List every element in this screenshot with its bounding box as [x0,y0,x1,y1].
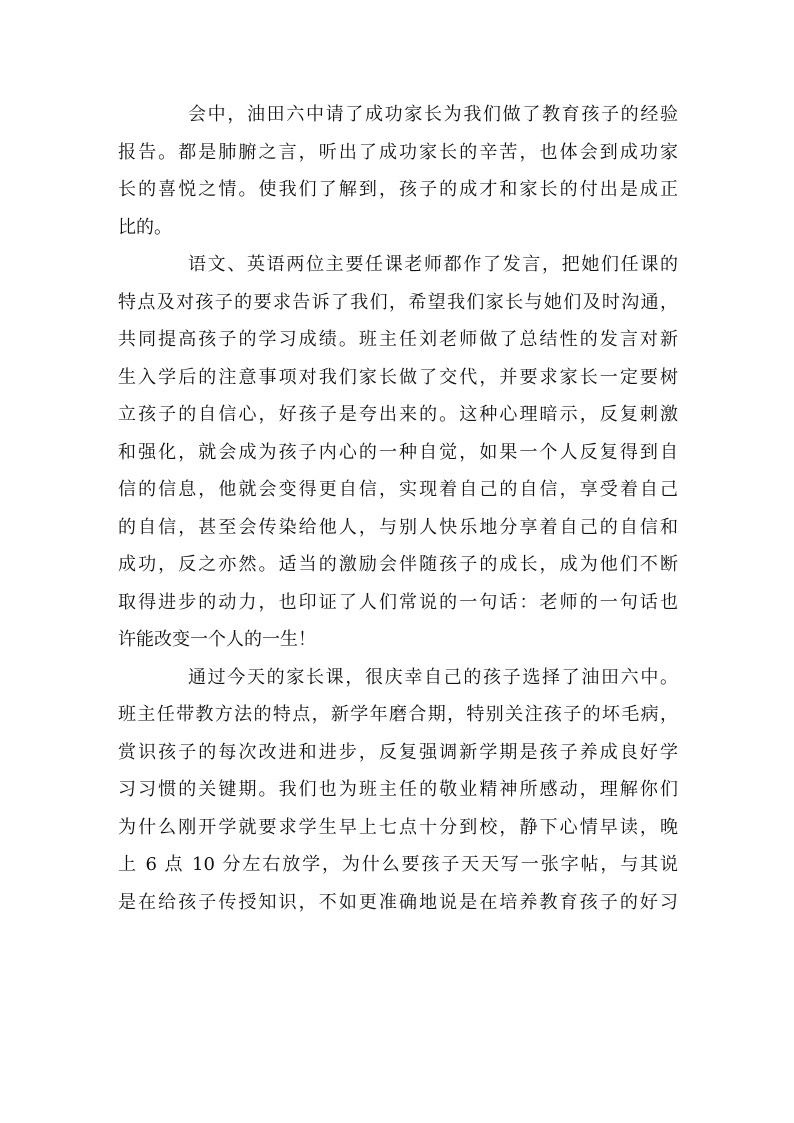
paragraph-2-line-11: 许能改变一个人的一生！ [118,629,316,650]
paragraph-3-line-6: 上 6 点 10 分左右放学，为什么要孩子天天写一张字帖，与其说 [118,854,678,875]
paragraph-3-line-5: 为什么刚开学就要求学生早上七点十分到校，静下心情早读，晚 [118,816,678,838]
paragraph-2-line-3: 共同提高孩子的学习成绩。班主任刘老师做了总结性的发言对新 [118,329,678,350]
paragraph-2-line-1: 语文、英语两位主要任课老师都作了发言，把她们任课的 [188,254,678,275]
paragraph-2-line-5: 立孩子的自信心，好孩子是夸出来的。这种心理暗示，反复刺激 [118,404,678,425]
paragraph-2-line-6: 和强化，就会成为孩子内心的一种自觉，如果一个人反复得到自 [118,441,678,463]
paragraph-2-line-8: 的自信，甚至会传染给他人，与别人快乐地分享着自己的自信和 [118,516,678,538]
paragraph-1-line-2: 报告。都是肺腑之言，听出了成功家长的辛苦，也体会到成功家 [118,141,678,163]
paragraph-2-line-4: 生入学后的注意事项对我们家长做了交代，并要求家长一定要树 [118,366,678,388]
paragraph-3-line-2: 班主任带教方法的特点，新学年磨合期，特别关注孩子的坏毛病， [118,704,678,725]
paragraph-2-line-2: 特点及对孩子的要求告诉了我们，希望我们家长与她们及时沟通， [118,291,678,313]
document-body [118,96,678,921]
paragraph-3-line-1: 通过今天的家长课，很庆幸自己的孩子选择了油田六中。 [188,666,678,688]
paragraph-3-line-3: 赏识孩子的每次改进和进步，反复强调新学期是孩子养成良好学 [118,741,678,763]
paragraph-2-line-7: 信的信息，他就会变得更自信，实现着自己的自信，享受着自己 [118,479,678,500]
paragraph-3-line-7: 是在给孩子传授知识，不如更准确地说是在培养教育孩子的好习 [118,891,678,913]
paragraph-2-line-10: 取得进步的动力，也印证了人们常说的一句话：老师的一句话也 [118,591,678,613]
paragraph-1-line-3: 长的喜悦之情。使我们了解到，孩子的成才和家长的付出是成正 [118,179,678,200]
paragraph-1-line-1: 会中，油田六中请了成功家长为我们做了教育孩子的经验 [188,104,678,125]
paragraph-3-line-4: 习习惯的关键期。我们也为班主任的敬业精神所感动，理解你们 [118,779,678,800]
paragraph-2-line-9: 成功，反之亦然。适当的激励会伴随孩子的成长，成为他们不断 [118,554,678,575]
paragraph-1-line-4: 比的。 [118,216,172,238]
